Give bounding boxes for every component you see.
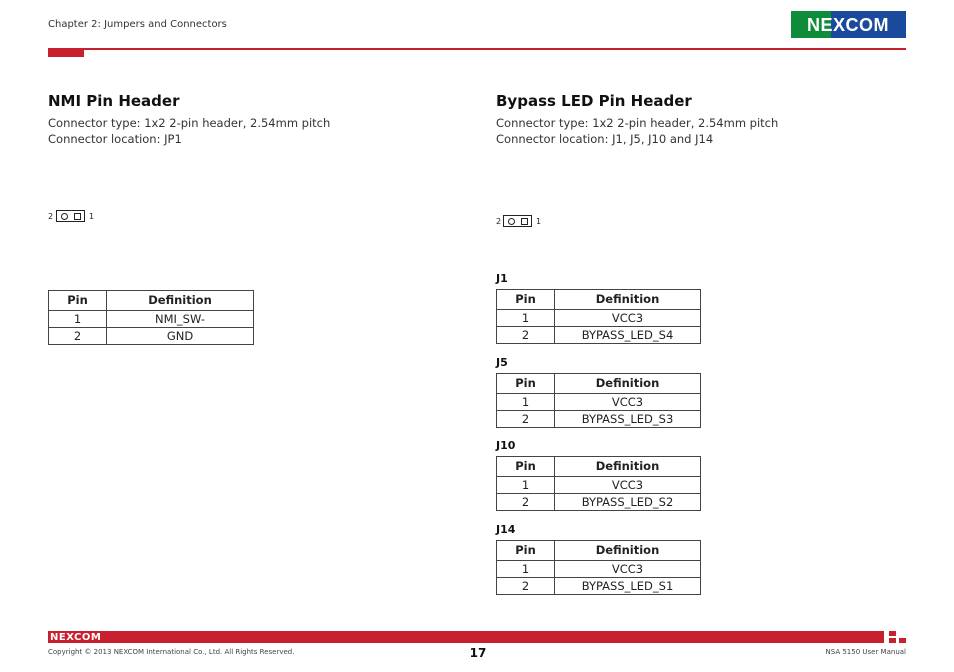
- footer-square-decoration: [889, 631, 896, 636]
- pin-1-square-icon: [521, 218, 528, 225]
- definition-cell: NMI_SW-: [107, 311, 254, 328]
- bypass-connector-location: Connector location: J1, J5, J10 and J14: [496, 132, 714, 146]
- page-number: 17: [469, 646, 487, 660]
- column-header-definition: Definition: [555, 374, 701, 394]
- nexcom-logo: [791, 11, 906, 38]
- table-label-j10: J10: [496, 439, 516, 452]
- definition-cell: VCC3: [555, 561, 701, 578]
- table-row: [497, 310, 701, 327]
- j1-pin-table: [496, 289, 701, 344]
- definition-cell: VCC3: [555, 477, 701, 494]
- pin-cell: 1: [497, 394, 555, 411]
- bypass-section-title: Bypass LED Pin Header: [496, 92, 692, 110]
- table-row: [497, 477, 701, 494]
- bypass-pin-header-diagram: [503, 215, 532, 227]
- column-header-definition: Definition: [555, 457, 701, 477]
- nmi-pin-table: [48, 290, 254, 345]
- column-header-pin: Pin: [497, 457, 555, 477]
- table-row: [49, 328, 254, 345]
- column-header-definition: Definition: [555, 541, 701, 561]
- j14-pin-table: [496, 540, 701, 595]
- definition-cell: BYPASS_LED_S1: [555, 578, 701, 595]
- definition-cell: BYPASS_LED_S3: [555, 411, 701, 428]
- column-header-pin: Pin: [497, 290, 555, 310]
- pin-cell: 1: [497, 561, 555, 578]
- definition-cell: BYPASS_LED_S2: [555, 494, 701, 511]
- pin-cell: 1: [497, 310, 555, 327]
- table-row: [497, 411, 701, 428]
- table-row: [49, 311, 254, 328]
- pin-cell: 2: [497, 578, 555, 595]
- table-header-row: [497, 541, 701, 561]
- header-rule: [48, 48, 906, 50]
- footer-logo: NEXCOM: [50, 632, 102, 643]
- nmi-pin-label-2: 2: [48, 212, 54, 221]
- logo-text: NEXCOM: [806, 15, 890, 35]
- table-row: [497, 327, 701, 344]
- table-label-j1: J1: [496, 272, 508, 285]
- pin-cell: 2: [497, 411, 555, 428]
- footer-square-decoration: [899, 638, 906, 643]
- pin-cell: 2: [497, 494, 555, 511]
- table-header-row: [49, 291, 254, 311]
- table-row: [497, 578, 701, 595]
- definition-cell: BYPASS_LED_S4: [555, 327, 701, 344]
- table-label-j5: J5: [496, 356, 508, 369]
- footer-bar: [48, 631, 884, 643]
- j10-pin-table: [496, 456, 701, 511]
- column-header-definition: Definition: [555, 290, 701, 310]
- manual-title: NSA 5150 User Manual: [825, 648, 906, 656]
- pin-cell: 1: [497, 477, 555, 494]
- table-row: [497, 394, 701, 411]
- pin-2-round-icon: [508, 218, 515, 225]
- pin-cell: 2: [49, 328, 107, 345]
- table-header-row: [497, 290, 701, 310]
- definition-cell: VCC3: [555, 310, 701, 327]
- table-header-row: [497, 374, 701, 394]
- j5-pin-table: [496, 373, 701, 428]
- column-header-definition: Definition: [107, 291, 254, 311]
- pin-1-square-icon: [74, 213, 81, 220]
- column-header-pin: Pin: [49, 291, 107, 311]
- chapter-title: Chapter 2: Jumpers and Connectors: [48, 19, 227, 30]
- definition-cell: VCC3: [555, 394, 701, 411]
- nmi-connector-location: Connector location: JP1: [48, 132, 182, 146]
- bypass-connector-type: Connector type: 1x2 2-pin header, 2.54mm pitch: [496, 116, 779, 130]
- header-rule-tab: [48, 48, 84, 57]
- table-label-j14: J14: [496, 523, 516, 536]
- table-row: [497, 494, 701, 511]
- pin-cell: 1: [49, 311, 107, 328]
- nmi-connector-type: Connector type: 1x2 2-pin header, 2.54mm pitch: [48, 116, 331, 130]
- column-header-pin: Pin: [497, 374, 555, 394]
- footer-copyright: Copyright © 2013 NEXCOM International Co., Ltd. All Rights Reserved.: [48, 648, 295, 656]
- pin-cell: 2: [497, 327, 555, 344]
- table-header-row: [497, 457, 701, 477]
- nmi-pin-label-1: 1: [89, 212, 95, 221]
- bypass-pin-label-2: 2: [496, 217, 502, 226]
- table-row: [497, 561, 701, 578]
- bypass-pin-label-1: 1: [536, 217, 542, 226]
- nmi-pin-header-diagram: [56, 210, 85, 222]
- definition-cell: GND: [107, 328, 254, 345]
- nmi-section-title: NMI Pin Header: [48, 92, 180, 110]
- column-header-pin: Pin: [497, 541, 555, 561]
- footer-square-decoration: [889, 638, 896, 643]
- pin-2-round-icon: [61, 213, 68, 220]
